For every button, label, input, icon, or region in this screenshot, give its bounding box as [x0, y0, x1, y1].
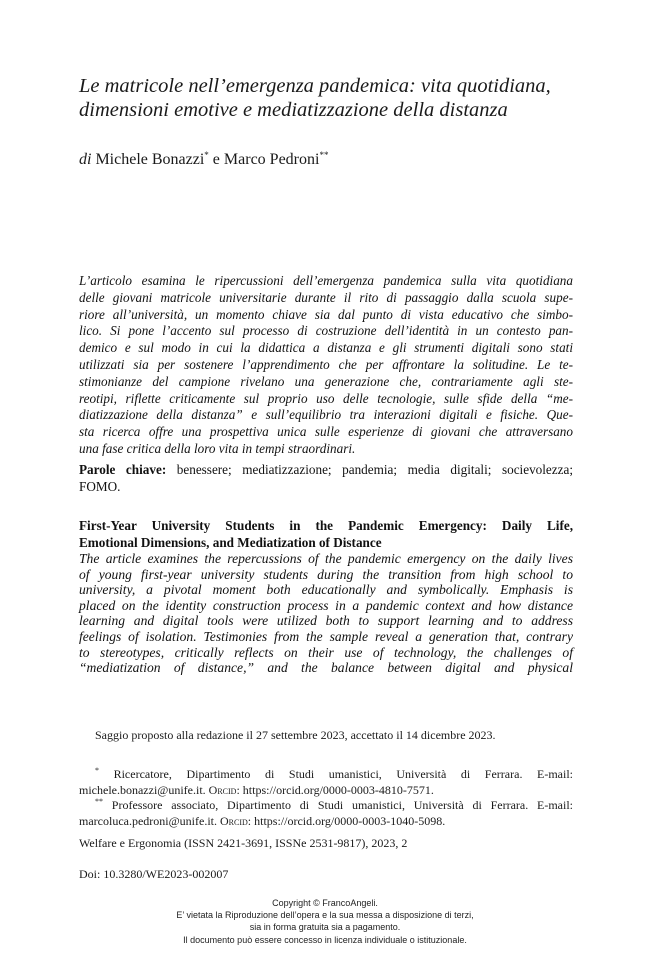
abstract-line: riore all’università, un momento chiave sia dal punto di vista educativo che simbo- [79, 306, 573, 322]
copyright-line: E’ vietata la Riproduzione dell’opera e la sua messa a disposizione di terzi, [176, 910, 474, 921]
title-line: Le matricole nell’emergenza pandemica: vita quotidiana, [79, 75, 551, 97]
author-name: Michele Bonazzi [95, 151, 205, 168]
byline-conjunction: e [212, 151, 220, 168]
abstract-line: to stereotypes, critically reflects on their use of technology, the challenges of [79, 644, 573, 660]
orcid-label: Orcid: [220, 814, 252, 828]
orcid-label: Orcid: [208, 783, 240, 797]
abstract-line: reotipi, riflette criticamente sul proprio uso delle tecnologie, sulle sfide della “me- [79, 390, 573, 406]
abstract-line: The article examines the repercussions of the pandemic emergency on the daily lives [79, 551, 573, 566]
abstract-line: una fase critica della loro vita in tempi straordinari. [79, 440, 356, 456]
keywords-label: Parole chiave: [79, 462, 167, 477]
abstract-line: feelings of isolation. Testimonies from the sample reveal a generation that, contrary [79, 628, 573, 644]
journal-info: Welfare e Ergonomia (ISSN 2421-3691, ISSNe 2531-9817), 2023, 2 [79, 836, 408, 850]
footnote-line [79, 813, 573, 829]
abstract-line: delle giovani matricole universitarie durante il rito di passaggio dalla scuola supe- [79, 289, 573, 305]
article-title [79, 74, 599, 122]
keywords-line: FOMO. [79, 478, 121, 494]
byline-prefix: di [79, 151, 92, 168]
abstract-line: of young first-year university students during the transition from high school to [79, 566, 573, 582]
keywords [79, 462, 573, 496]
submission-note: Saggio proposto alla redazione il 27 settembre 2023, accettato il 14 dicembre 2023. [95, 728, 496, 742]
orcid-link: https://orcid.org/0000-0003-1040-5098. [254, 814, 446, 828]
footnote-2 [79, 794, 573, 829]
copyright-line: sia in forma gratuita sia a pagamento. [249, 922, 401, 933]
keywords-line [79, 462, 573, 479]
footnote-mark: * [95, 766, 99, 775]
copyright-line: Il documento può essere concesso in licenza individuale o istituzionale. [183, 934, 467, 945]
copyright-notice [0, 897, 650, 946]
abstract-italian [79, 273, 573, 458]
abstract-line: L’articolo esamina le ripercussioni dell’emergenza pandemica sulla vita quotidiana [79, 273, 573, 288]
english-title [79, 518, 573, 552]
english-title-line: First-Year University Students in the Pandemic Emergency: Daily Life, [79, 518, 573, 533]
english-title-line: Emotional Dimensions, and Mediatization of Distance [79, 534, 382, 550]
copyright-line: Copyright © FrancoAngeli. [272, 898, 378, 908]
footnote-line [79, 763, 573, 782]
keywords-list: benessere; mediatizzazione; pandemia; media digitali; socievolezza; [176, 462, 573, 477]
abstract-line: demico e sul modo in cui la didattica a distanza e gli strumenti digitali sono stati [79, 340, 573, 356]
footnote-line [79, 794, 573, 813]
title-line: dimensioni emotive e mediatizzazione della distanza [79, 99, 508, 121]
abstract-line: sta ricerca offre una prospettiva unica sulle esperienze di giovani che attraversano [79, 424, 573, 440]
footnote-mark: ** [319, 150, 329, 160]
abstract-line: utilizzati sia per sostenere l’apprendimento che per affrontare la solitudine. Le te- [79, 356, 573, 372]
abstract-line: diatizzazione della distanza” e sull’equilibrio tra interazioni digitali e fisiche. Que- [79, 407, 573, 423]
doi: Doi: 10.3280/WE2023-002007 [79, 867, 229, 881]
abstract-line: learning and digital tools were utilized both to support learning and to address [79, 613, 573, 629]
email: marcoluca.pedroni@unife.it. [79, 814, 217, 828]
footnote-mark: * [204, 150, 209, 160]
abstract-line: placed on the identity construction process in a pandemic context and how distance [79, 597, 573, 613]
abstract-english [79, 551, 573, 676]
abstract-line: university, a pivotal moment both educationally and symbolically. Emphasis is [79, 582, 573, 598]
orcid-link: https://orcid.org/0000-0003-4810-7571. [242, 783, 434, 797]
email: michele.bonazzi@unife.it. [79, 783, 206, 797]
abstract-line: lico. Si pone l’accento sul processo di costruzione dell’identità in un contesto pan- [79, 323, 573, 339]
author-byline [79, 145, 328, 170]
footnote-text: Ricercatore, Dipartimento di Studi umanistici, Università di Ferrara. E-mail: [113, 767, 574, 781]
footnote-mark: ** [95, 797, 103, 806]
footnote-1 [79, 763, 573, 798]
abstract-line: stimonianze del campione rivelano una generazione che, contrariamente agli ste- [79, 373, 573, 389]
author-name: Marco Pedroni [223, 151, 320, 168]
footnote-text: Professore associato, Dipartimento di Studi umanistici, Università di Ferrara. E-mail: [111, 798, 573, 812]
abstract-line: “mediatization of distance,” and the balance between digital and physical [79, 660, 573, 676]
